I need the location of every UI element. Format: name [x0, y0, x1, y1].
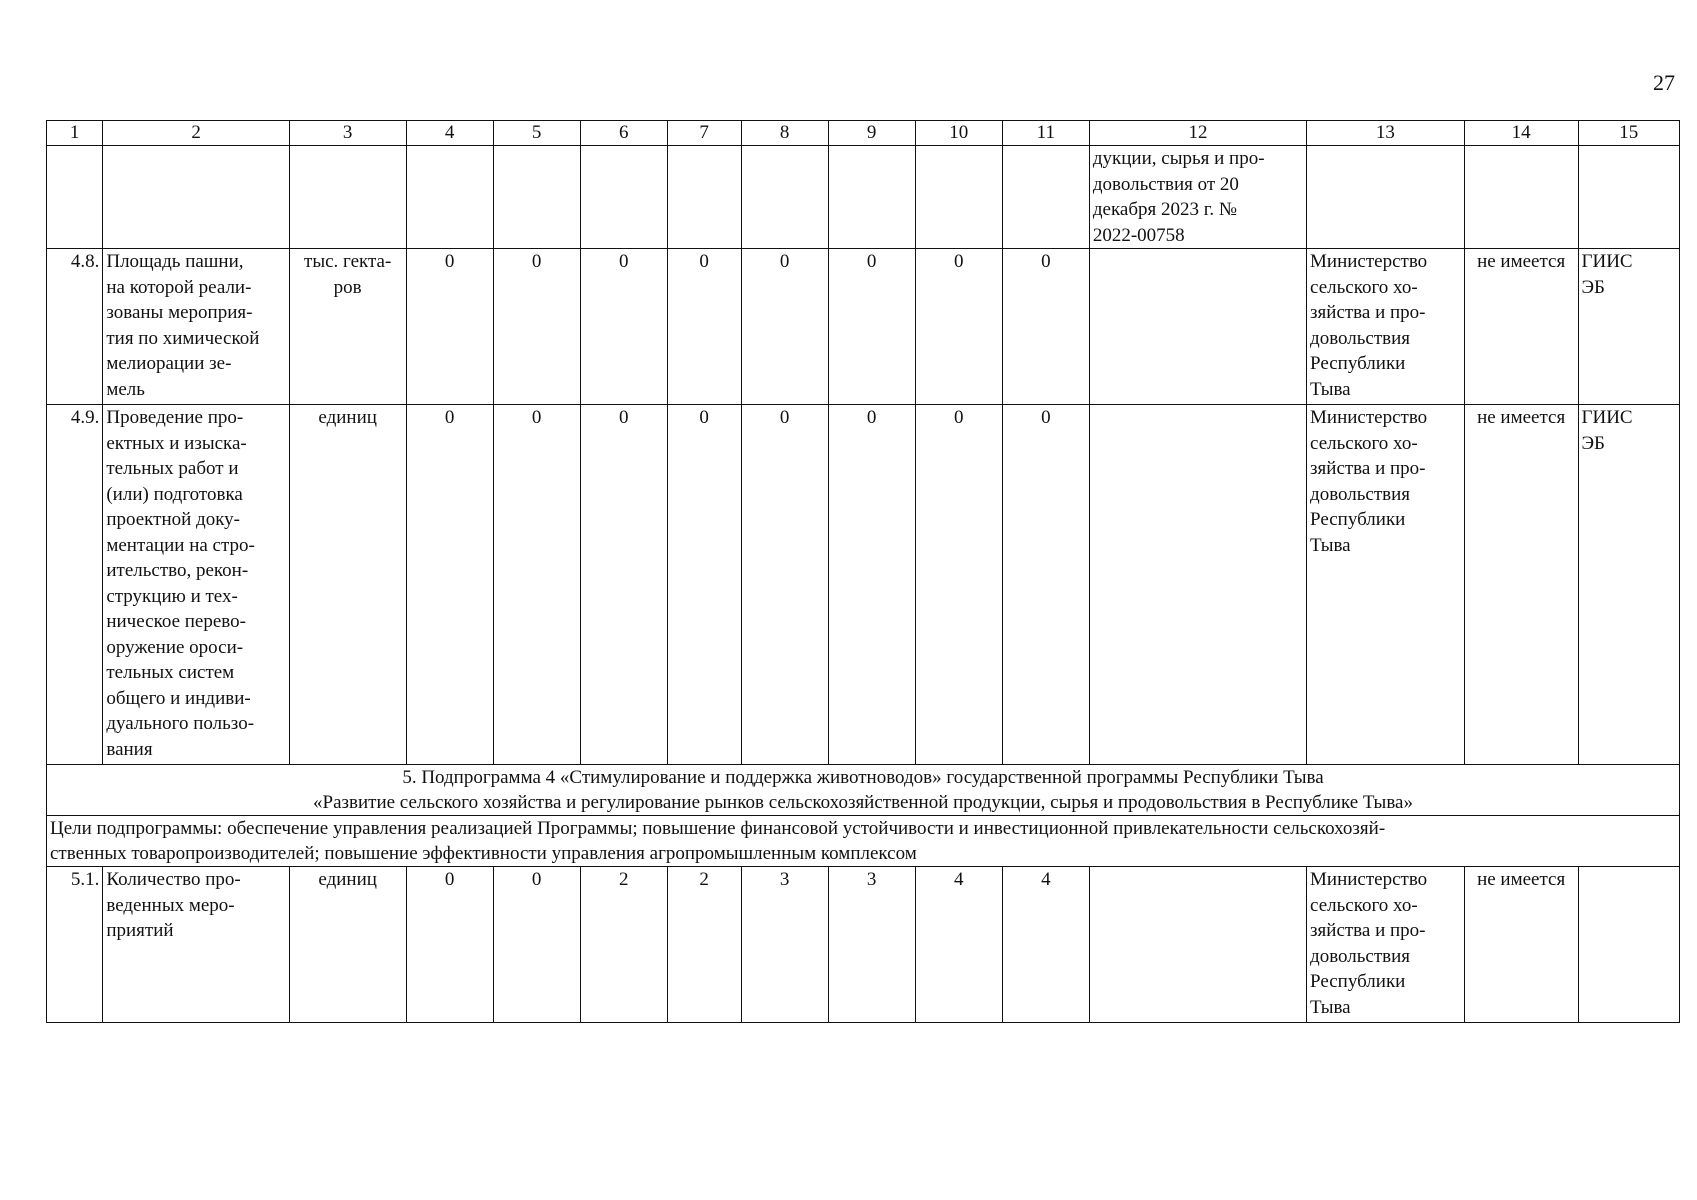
value-cell: 0: [406, 405, 493, 765]
col15-cell: ГИИС ЭБ: [1578, 249, 1680, 405]
basis-cell: [1089, 405, 1306, 765]
col14-cell: не имеется: [1464, 249, 1578, 405]
column-number: 10: [915, 121, 1002, 146]
value-cell: 0: [741, 405, 828, 765]
table-row: [47, 405, 1680, 765]
value-cell: 0: [493, 249, 580, 405]
col15-cell: [1578, 867, 1680, 1023]
indicator-name: Количество про- веденных меро- приятий: [103, 867, 289, 1023]
column-number: 3: [289, 121, 406, 146]
value-cell: 0: [406, 867, 493, 1023]
responsible-cell: Министерство сельского хо- зяйства и про- довольствия Республики Тыва: [1307, 249, 1465, 405]
value-cell: 3: [828, 867, 915, 1023]
value-cell: 0: [580, 405, 667, 765]
col14-cell: не имеется: [1464, 867, 1578, 1023]
row-number: 5.1.: [47, 867, 103, 1023]
value-cell: 0: [580, 249, 667, 405]
value-cell: 4: [915, 867, 1002, 1023]
section-title-line-1: 5. Подпрограмма 4 «Стимулирование и поддержка животноводов» государственной программы Республики Тыва: [402, 767, 1324, 788]
value-cell: 0: [406, 249, 493, 405]
unit-cell: единиц: [289, 405, 406, 765]
column-number: 11: [1002, 121, 1089, 146]
column-number: 7: [667, 121, 741, 146]
indicator-name: Проведение про- ектных и изыска- тельных работ и (или) подготовка проектной доку- ментации на стро- ительство, рекон- струкцию и тех- ническое перево- оружение ороси- тельных систем общего и индиви- дуального пользо- вания: [103, 405, 289, 765]
value-cell: 0: [915, 405, 1002, 765]
value-cell: 2: [580, 867, 667, 1023]
section-title-row: [47, 765, 1680, 816]
column-number: 2: [103, 121, 289, 146]
subprogram-goals: Цели подпрограммы: обеспечение управления реализацией Программы; повышение финансовой устойчивости и инвестиционной привлекательности сельскохозяй- ственных товаропроизводителей; повышение эффективности управления агропромышленным комплексом: [47, 816, 1680, 867]
column-number: 9: [828, 121, 915, 146]
value-cell: 0: [1002, 405, 1089, 765]
row-number: 4.8.: [47, 249, 103, 405]
column-number-row: [47, 121, 1680, 146]
column-number: 8: [741, 121, 828, 146]
page-number: 27: [1653, 70, 1675, 95]
value-cell: 0: [493, 867, 580, 1023]
value-cell: 2: [667, 867, 741, 1023]
value-cell: 0: [915, 249, 1002, 405]
column-number: 14: [1464, 121, 1578, 146]
column-number: 4: [406, 121, 493, 146]
value-cell: 3: [741, 867, 828, 1023]
goals-row: [47, 816, 1680, 867]
column-number: 1: [47, 121, 103, 146]
column-number: 15: [1578, 121, 1680, 146]
value-cell: 0: [828, 405, 915, 765]
table-row: [47, 867, 1680, 1023]
value-cell: 0: [667, 405, 741, 765]
value-cell: 4: [1002, 867, 1089, 1023]
value-cell: 0: [828, 249, 915, 405]
column-number: 13: [1307, 121, 1465, 146]
column-number: 12: [1089, 121, 1306, 146]
basis-cell: [1089, 867, 1306, 1023]
unit-cell: тыс. гекта- ров: [289, 249, 406, 405]
indicators-table: [46, 120, 1680, 1023]
continuation-row: [47, 146, 1680, 249]
col14-cell: не имеется: [1464, 405, 1578, 765]
col15-cell: ГИИС ЭБ: [1578, 405, 1680, 765]
column-number: 5: [493, 121, 580, 146]
responsible-cell: Министерство сельского хо- зяйства и про- довольствия Республики Тыва: [1307, 867, 1465, 1023]
continuation-basis-cell: дукции, сырья и про- довольствия от 20 декабря 2023 г. № 2022-00758: [1089, 146, 1306, 249]
indicator-name: Площадь пашни, на которой реали- зованы мероприя- тия по химической мелиорации зе- мель: [103, 249, 289, 405]
value-cell: 0: [1002, 249, 1089, 405]
section-title-line-2: «Развитие сельского хозяйства и регулирование рынков сельскохозяйственной продукции, сырья и продовольствия в Республике Тыва»: [313, 792, 1413, 813]
value-cell: 0: [667, 249, 741, 405]
unit-cell: единиц: [289, 867, 406, 1023]
row-number: 4.9.: [47, 405, 103, 765]
value-cell: 0: [741, 249, 828, 405]
table-row: [47, 249, 1680, 405]
value-cell: 0: [493, 405, 580, 765]
section-title: [47, 765, 1680, 816]
column-number: 6: [580, 121, 667, 146]
basis-cell: [1089, 249, 1306, 405]
responsible-cell: Министерство сельского хо- зяйства и про- довольствия Республики Тыва: [1307, 405, 1465, 765]
